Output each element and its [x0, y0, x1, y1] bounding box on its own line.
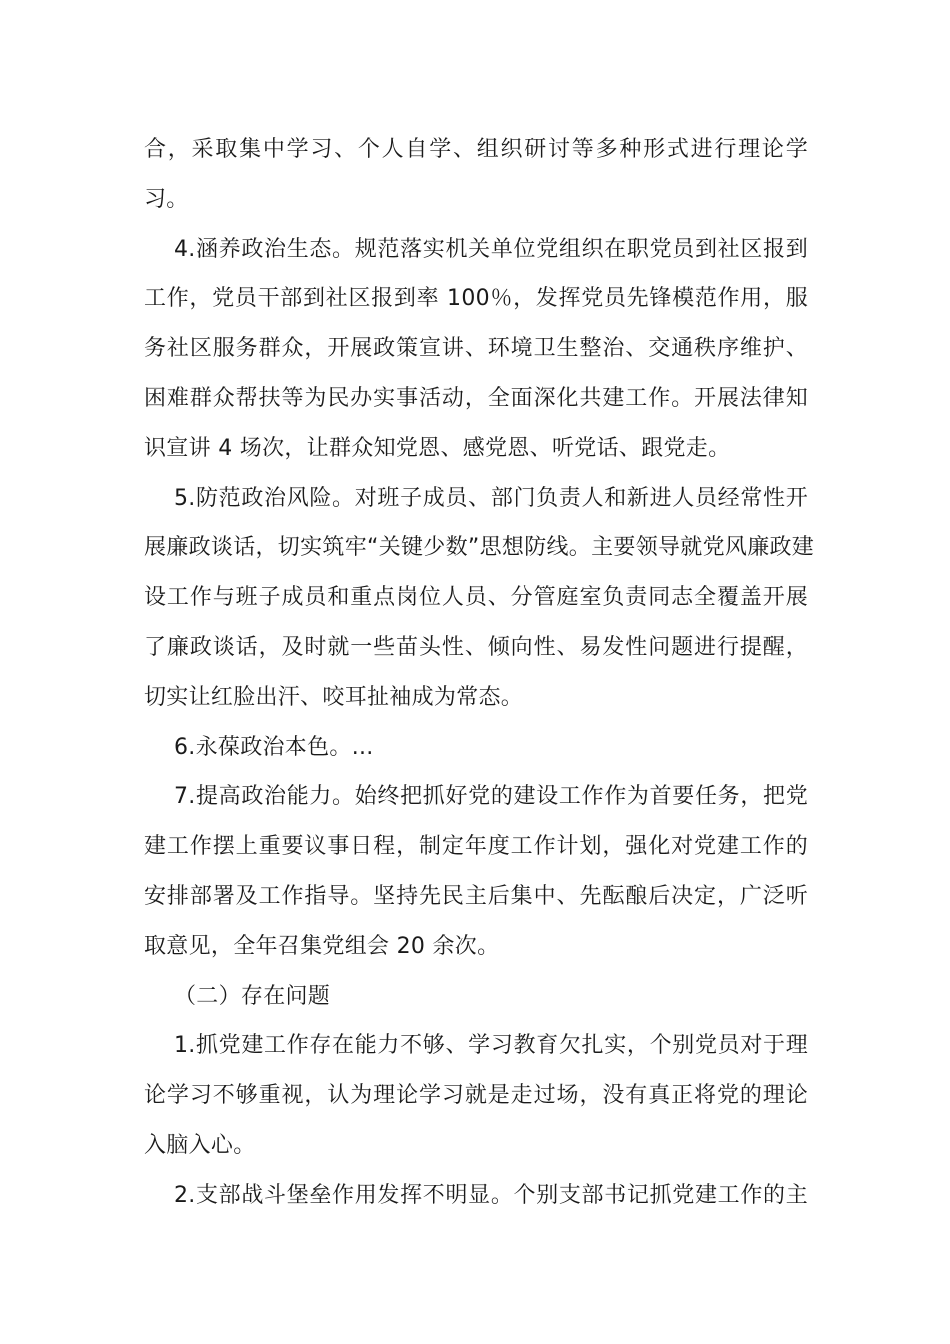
paragraph-problem-2 — [144, 1171, 808, 1221]
paragraph-continuation — [144, 125, 808, 225]
paragraph-item-6 — [144, 723, 808, 773]
text-line: 2.支部战斗堡垒作用发挥不明显。个别支部书记抓党建工作的主 — [174, 1182, 808, 1208]
text-line: 工作，党员干部到社区报到率 100％，发挥党员先锋模范作用，服 — [144, 286, 808, 312]
text-line: 建工作摆上重要议事日程，制定年度工作计划，强化对党建工作的 — [144, 834, 808, 860]
text-line: 6.永葆政治本色。... — [174, 734, 374, 760]
text-line: 务社区服务群众，开展政策宣讲、环境卫生整治、交通秩序维护、 — [144, 336, 808, 362]
paragraph-problem-1 — [144, 1021, 808, 1170]
text-line: 1.抓党建工作存在能力不够、学习教育欠扎实，个别党员对于理 — [174, 1033, 808, 1059]
text-line: 展廉政谈话，切实筑牢“关键少数”思想防线。主要领导就党风廉政建 — [144, 535, 815, 561]
section-heading: （二）存在问题 — [174, 983, 331, 1009]
text-line: 切实让红脸出汗、咬耳扯袖成为常态。 — [144, 684, 524, 710]
text-line: 取意见，全年召集党组会 20 余次。 — [144, 933, 500, 959]
text-line: 论学习不够重视，认为理论学习就是走过场，没有真正将党的理论 — [144, 1083, 808, 1109]
text-line: 设工作与班子成员和重点岗位人员、分管庭室负责同志全覆盖开展 — [144, 585, 808, 611]
paragraph-item-4 — [144, 225, 808, 474]
paragraph-item-7 — [144, 772, 808, 971]
paragraph-item-5 — [144, 474, 815, 723]
section-heading-problems — [144, 972, 808, 1022]
text-line: 习。 — [144, 186, 189, 212]
text-line: 7.提高政治能力。始终把抓好党的建设工作作为首要任务，把党 — [174, 784, 808, 810]
text-line: 识宣讲 4 场次，让群众知党恩、感党恩、听党话、跟党走。 — [144, 435, 731, 461]
text-line: 5.防范政治风险。对班子成员、部门负责人和新进人员经常性开 — [174, 485, 808, 511]
text-line: 困难群众帮扶等为民办实事活动，全面深化共建工作。开展法律知 — [144, 385, 808, 411]
text-line: 合，采取集中学习、个人自学、组织研讨等多种形式进行理论学 — [144, 137, 808, 162]
text-line: 4.涵养政治生态。规范落实机关单位党组织在职党员到社区报到 — [174, 236, 808, 262]
text-line: 了廉政谈话，及时就一些苗头性、倾向性、易发性问题进行提醒， — [144, 634, 808, 660]
text-line: 入脑入心。 — [144, 1132, 256, 1158]
text-line: 安排部署及工作指导。坚持先民主后集中、先酝酿后决定，广泛听 — [144, 883, 808, 909]
document-body — [144, 125, 815, 1221]
